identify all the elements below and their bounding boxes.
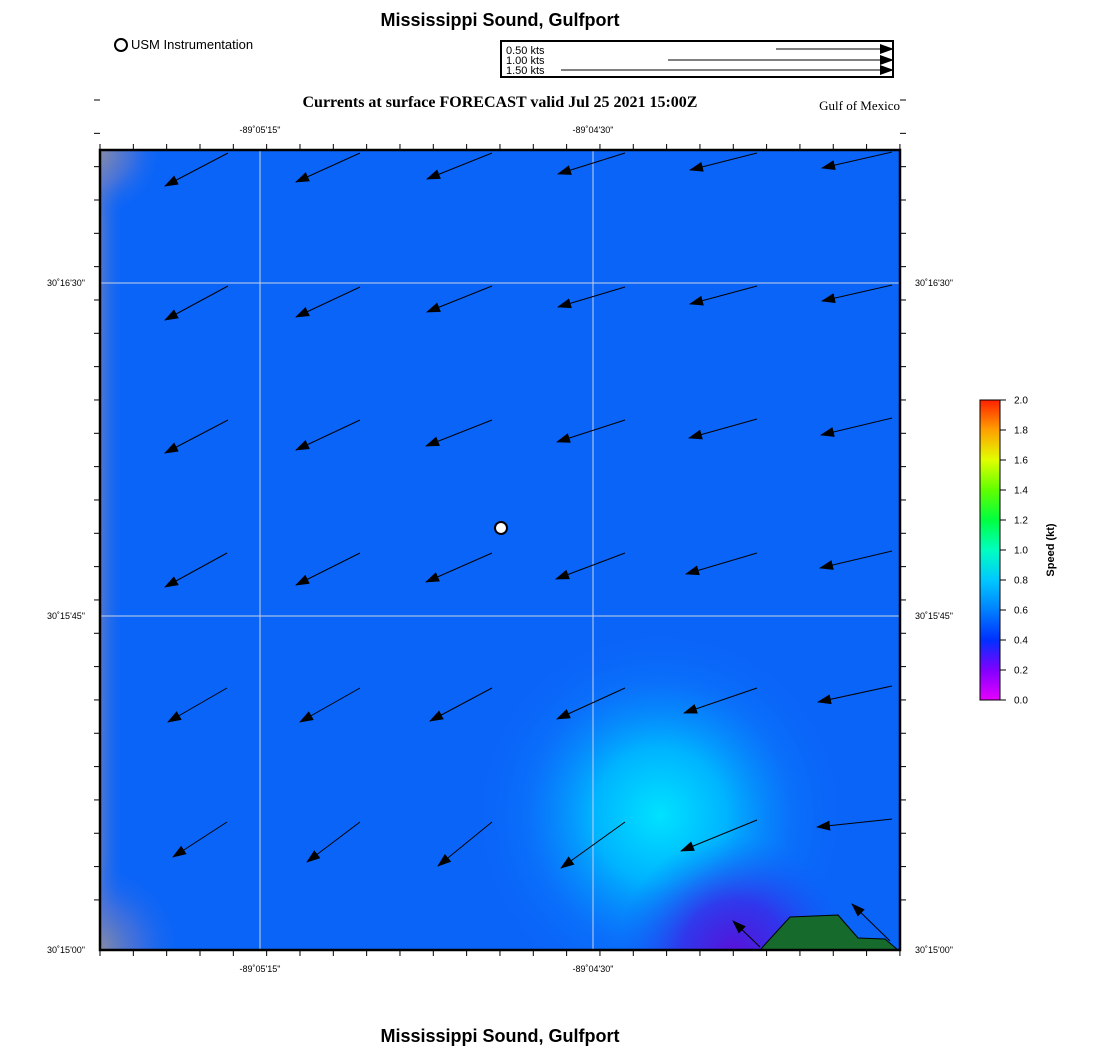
colorbar-tick-label: 0.0: [1014, 695, 1028, 707]
colorbar-tick-label: 0.6: [1014, 605, 1028, 617]
station-legend-label: USM Instrumentation: [131, 37, 254, 52]
lat-label-right-0: 30˚16'30": [915, 278, 953, 288]
lon-label-bottom-0: -89˚05'15": [239, 964, 281, 974]
colorbar-tick-label: 0.4: [1014, 635, 1028, 647]
lat-label-right-2: 30˚15'00": [915, 945, 953, 955]
region-label: Gulf of Mexico: [819, 98, 900, 113]
colorbar-tick-label: 0.2: [1014, 665, 1028, 677]
lon-label-top-1: -89˚04'30": [572, 125, 614, 135]
lon-label-bottom-1: -89˚04'30": [572, 964, 614, 974]
colorbar-ramp: [980, 400, 1000, 700]
colorbar-tick-label: 1.4: [1014, 485, 1028, 497]
speed-field: [100, 150, 900, 950]
lon-label-top-0: -89˚05'15": [239, 125, 281, 135]
colorbar-tick-label: 1.2: [1014, 515, 1028, 527]
lat-label-left-0: 30˚16'30": [47, 278, 85, 288]
colorbar-tick-label: 0.8: [1014, 575, 1028, 587]
colorbar: [980, 396, 1057, 707]
lat-label-left-2: 30˚15'00": [47, 945, 85, 955]
lat-label-right-1: 30˚15'45": [915, 611, 953, 621]
map-title: Mississippi Sound, Gulfport: [380, 10, 620, 30]
colorbar-tick-label: 1.6: [1014, 455, 1028, 467]
scale-label-0: 0.50 kts: [506, 45, 545, 57]
colorbar-tick-label: 2.0: [1014, 395, 1028, 407]
scale-label-1: 1.00 kts: [506, 55, 545, 67]
colorbar-tick-label: 1.8: [1014, 425, 1028, 437]
usm-station-marker: [495, 522, 507, 534]
scale-label-2: 1.50 kts: [506, 65, 545, 77]
colorbar-tick-label: 1.0: [1014, 545, 1028, 557]
scale-arrows: [561, 49, 893, 70]
map-footer-title: Mississippi Sound, Gulfport: [380, 1026, 620, 1046]
map-subtitle: Currents at surface FORECAST valid Jul 25 2021 15:00Z: [302, 94, 698, 111]
colorbar-title: Speed (kt): [1045, 523, 1057, 577]
lat-label-left-1: 30˚15'45": [47, 611, 85, 621]
